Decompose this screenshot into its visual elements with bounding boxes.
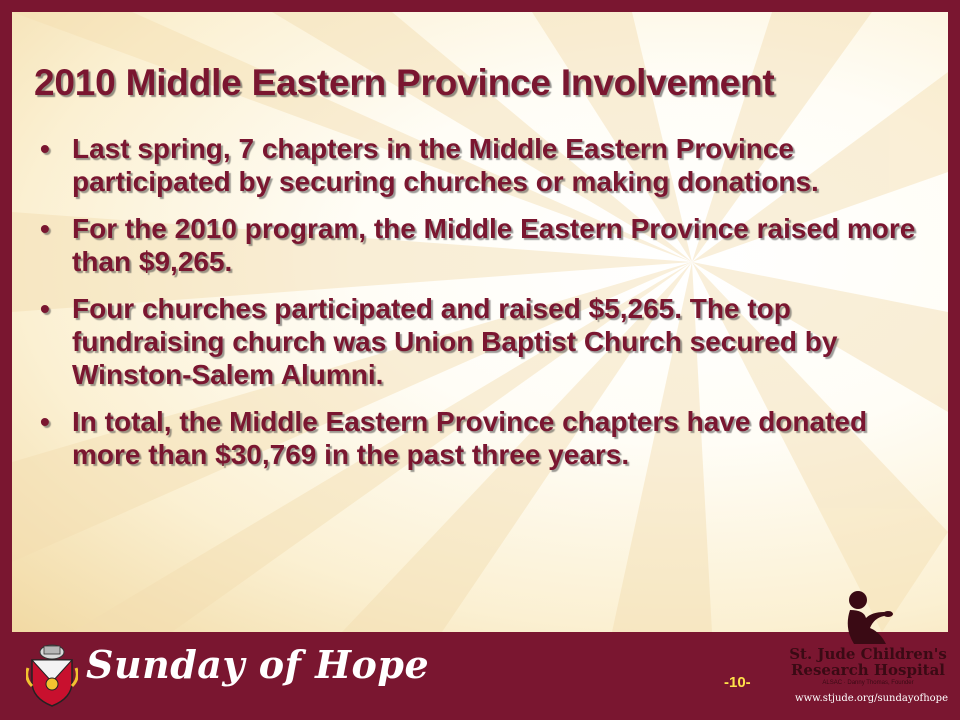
bullet-dot-icon: • <box>40 133 50 164</box>
bullet-text: In total, the Middle Eastern Province chapters have donated more than <box>72 406 868 470</box>
bullet-highlight: Winston-Salem Alumni. <box>72 359 384 390</box>
bullet-text: . The top fundraising church was <box>72 293 791 357</box>
hospital-name-line2: Research Hospital <box>790 661 946 679</box>
bullet-dot-icon: • <box>40 293 50 324</box>
hospital-subline: ALSAC · Danny Thomas, Founder <box>822 680 914 686</box>
bullet-dot-icon: • <box>40 213 50 244</box>
content-panel <box>12 12 948 632</box>
bullet-highlight: $30,769 <box>215 439 317 470</box>
bullet-text: in the past three years. <box>316 439 630 470</box>
bullet-highlight: $5,265 <box>588 293 675 324</box>
st-jude-logo <box>780 588 950 713</box>
bullet-item <box>40 405 930 471</box>
st-jude-child-silhouette-icon <box>840 588 900 648</box>
bullet-text: secured by <box>681 326 838 357</box>
bullet-text: chapters in the Middle Eastern Province participated by securing churches or making donations. <box>72 133 819 197</box>
hospital-name-line1: St. Jude Children's <box>789 645 947 663</box>
slide-title: 2010 Middle Eastern Province Involvement <box>34 62 775 103</box>
bullet-text: Four churches participated and raised <box>72 293 589 324</box>
program-title: Sunday of Hope <box>86 642 430 687</box>
page-number: -10- <box>724 674 751 691</box>
bullet-highlight: Union Baptist Church <box>394 326 682 357</box>
hospital-url: www.stjude.org/sundayofhope <box>795 693 948 704</box>
bullet-item <box>40 292 930 391</box>
bullet-item <box>40 132 930 198</box>
fraternity-crest-icon <box>26 642 78 708</box>
bullet-dot-icon: • <box>40 406 50 437</box>
bullet-text: Last spring, <box>72 133 239 164</box>
bullet-highlight: $9,265 <box>138 246 225 277</box>
bullet-list <box>40 132 930 485</box>
bullet-highlight: 7 <box>238 133 255 164</box>
bullet-item <box>40 212 930 278</box>
hospital-name <box>788 646 948 678</box>
bullet-text: For the 2010 program, the Middle Eastern Province raised more than <box>72 213 916 277</box>
bullet-text: . <box>224 246 233 277</box>
